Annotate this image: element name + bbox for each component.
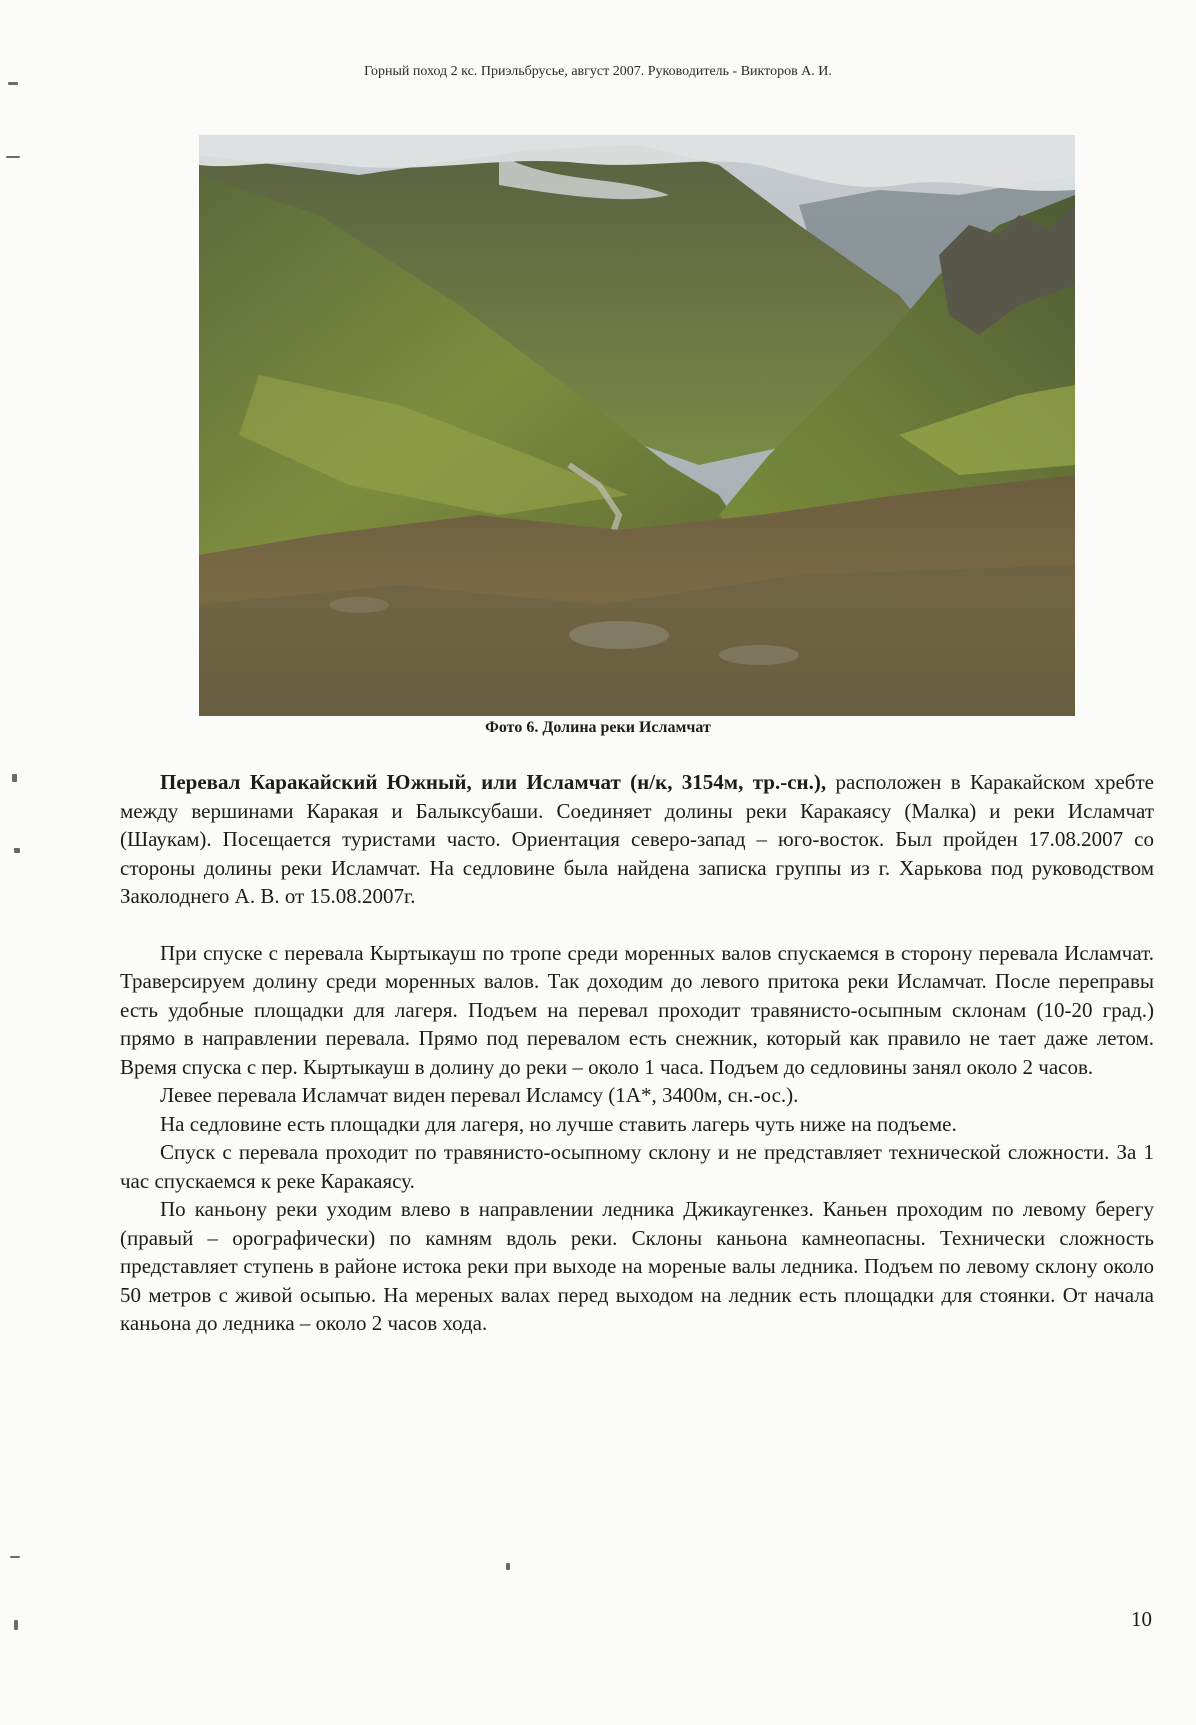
running-header: Горный поход 2 кс. Приэльбрусье, август 2007. Руководитель - Викторов А. И. bbox=[364, 64, 832, 79]
paragraph-neighbor-pass: Левее перевала Исламчат виден перевал Исламсу (1А*, 3400м, сн.-ос.). bbox=[160, 1083, 799, 1107]
scan-speck bbox=[12, 774, 17, 782]
page-number: 10 bbox=[1131, 1607, 1152, 1631]
body-text bbox=[120, 768, 1154, 1338]
paragraph-pass-description bbox=[120, 768, 1154, 911]
scan-speck bbox=[10, 1556, 20, 1558]
paragraph-ascent: При спуске с перевала Кыртыкауш по тропе среди моренных валов спускаемся в сторону перевала Исламчат. Траверсируем долину среди моренных валов. Так доходим до левого притока реки Исламчат. После переправы есть удобные площадки для лагеря. Подъем на перевал проходит травянисто-осыпным склонам (10-20 град.) прямо в направлении перевала. Прямо под перевалом есть снежник, который как правило не тает даже летом. Время спуска с пер. Кыртыкауш в долину до реки – около 1 часа. Подъем до седловины занял около 2 часов. bbox=[120, 940, 1154, 1079]
scan-speck bbox=[6, 156, 20, 158]
pass-title: Перевал Каракайский Южный, или Исламчат (н/к, 3154м, тр.-сн.), bbox=[160, 770, 827, 794]
pass-description: расположен в Каракайском хребте между вершинами Каракая и Балыксубаши. Соединяет долины реки Каракаясу (Малка) и реки Исламчат (Шаукам). Посещается туристами часто. Ориентация северо-запад – юго-восток. Был пройден 17.08.2007 со стороны долины реки Исламчат. На седловине была найдена записка группы из г. Харькова под руководством Заколоднего А. В. от 15.08.2007г. bbox=[120, 770, 1154, 908]
paragraph-descent: Спуск с перевала проходит по травянисто-осыпному склону и не представляет технической сложности. За 1 час спускаемся к реке Каракаясу. bbox=[120, 1140, 1154, 1193]
valley-photo bbox=[199, 135, 1075, 716]
scan-speck bbox=[14, 848, 20, 853]
scan-speck bbox=[14, 1620, 18, 1630]
photo-caption: Фото 6. Долина реки Исламчат bbox=[485, 719, 711, 736]
scan-speck bbox=[506, 1563, 510, 1570]
paragraph-saddle: На седловине есть площадки для лагеря, но лучше ставить лагерь чуть ниже на подъеме. bbox=[160, 1111, 957, 1136]
scan-speck bbox=[8, 82, 18, 85]
paragraph-canyon: По каньону реки уходим влево в направлении ледника Джикаугенкез. Каньен проходим по левому берегу (правый – орографически) по камням вдоль реки. Склоны каньона камнеопасны. Технически сложность представляет ступень в районе истока реки при выходе на мореные валы ледника. Подъем по левому склону около 50 метров с живой осыпью. На мереных валах перед выходом на ледник есть площадки для стоянки. От начала каньона до ледника – около 2 часов хода. bbox=[120, 1197, 1154, 1335]
